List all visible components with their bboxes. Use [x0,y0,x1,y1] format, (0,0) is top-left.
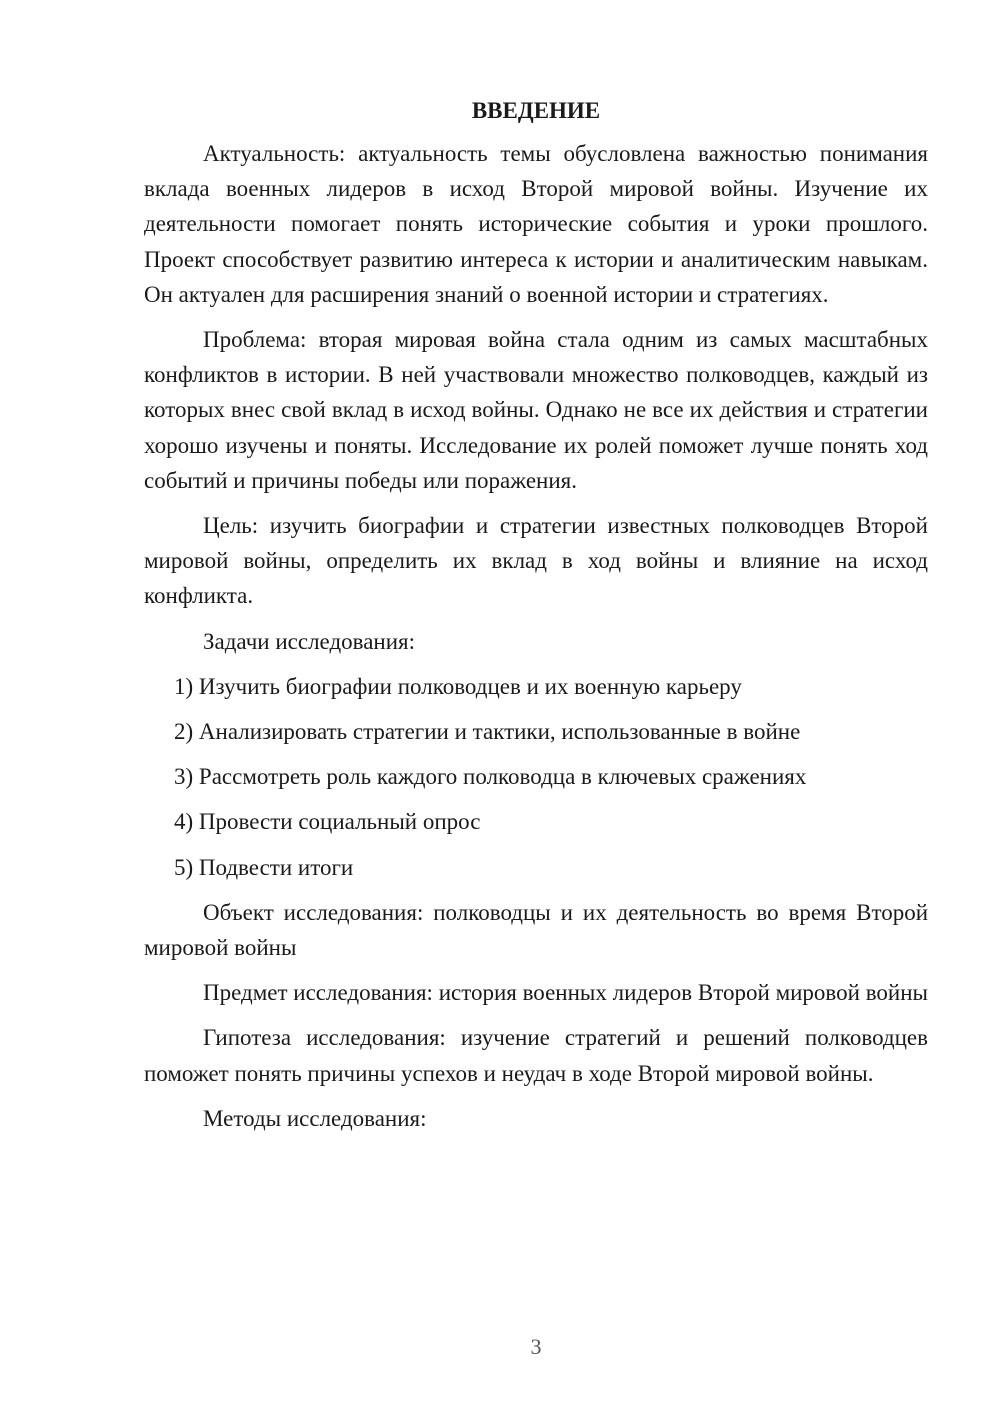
page-number: 3 [530,1334,542,1359]
subject-paragraph: Предмет исследования: история военных лидеров Второй мировой войны [203,980,928,1006]
hypothesis-paragraph: Гипотеза исследования: изучение стратегий и решений полководцев поможет понять причины успехов и неудач в ходе Второй мировой войны. [144,1025,928,1086]
list-item: 4) Провести социальный опрос [174,809,481,835]
list-item: 5) Подвести итоги [174,854,354,880]
section-heading: ВВЕДЕНИЕ [471,98,601,123]
list-item: 3) Рассмотреть роль каждого полководца в ключевых сражениях [174,764,807,790]
list-item: 1) Изучить биографии полководцев и их военную карьеру [174,673,742,699]
page-content [144,96,928,1146]
list-item: 2) Анализировать стратегии и тактики, использованные в войне [174,719,801,745]
object-paragraph: Объект исследования: полководцы и их деятельность во время Второй мировой войны [144,899,928,961]
relevance-paragraph: Актуальность: актуальность темы обусловлена важностью понимания вклада военных лидеров в исход Второй мировой войны. Изучение их деятельности помогает понять исторические события и уроки прошлого. Проект способствует развитию интереса к истории и аналитическим навыкам. Он актуален для расширения знаний о военной истории и стратегиях. [144,141,928,307]
tasks-title: Задачи исследования: [203,628,416,654]
problem-paragraph: Проблема: вторая мировая война стала одним из самых масштабных конфликтов в истории. В ней участвовали множество полководцев, каждый из которых внес свой вклад в исход войны. Однако не все их действия и стратегии хорошо изучены и поняты. Исследование их ролей поможет лучше понять ход событий и причины победы или поражения. [144,327,928,493]
methods-title: Методы исследования: [203,1105,427,1131]
tasks-list [144,669,928,885]
goal-paragraph: Цель: изучить биографии и стратегии известных полководцев Второй мировой войны, определить их вклад в ход войны и влияние на исход конфликта. [144,513,928,609]
